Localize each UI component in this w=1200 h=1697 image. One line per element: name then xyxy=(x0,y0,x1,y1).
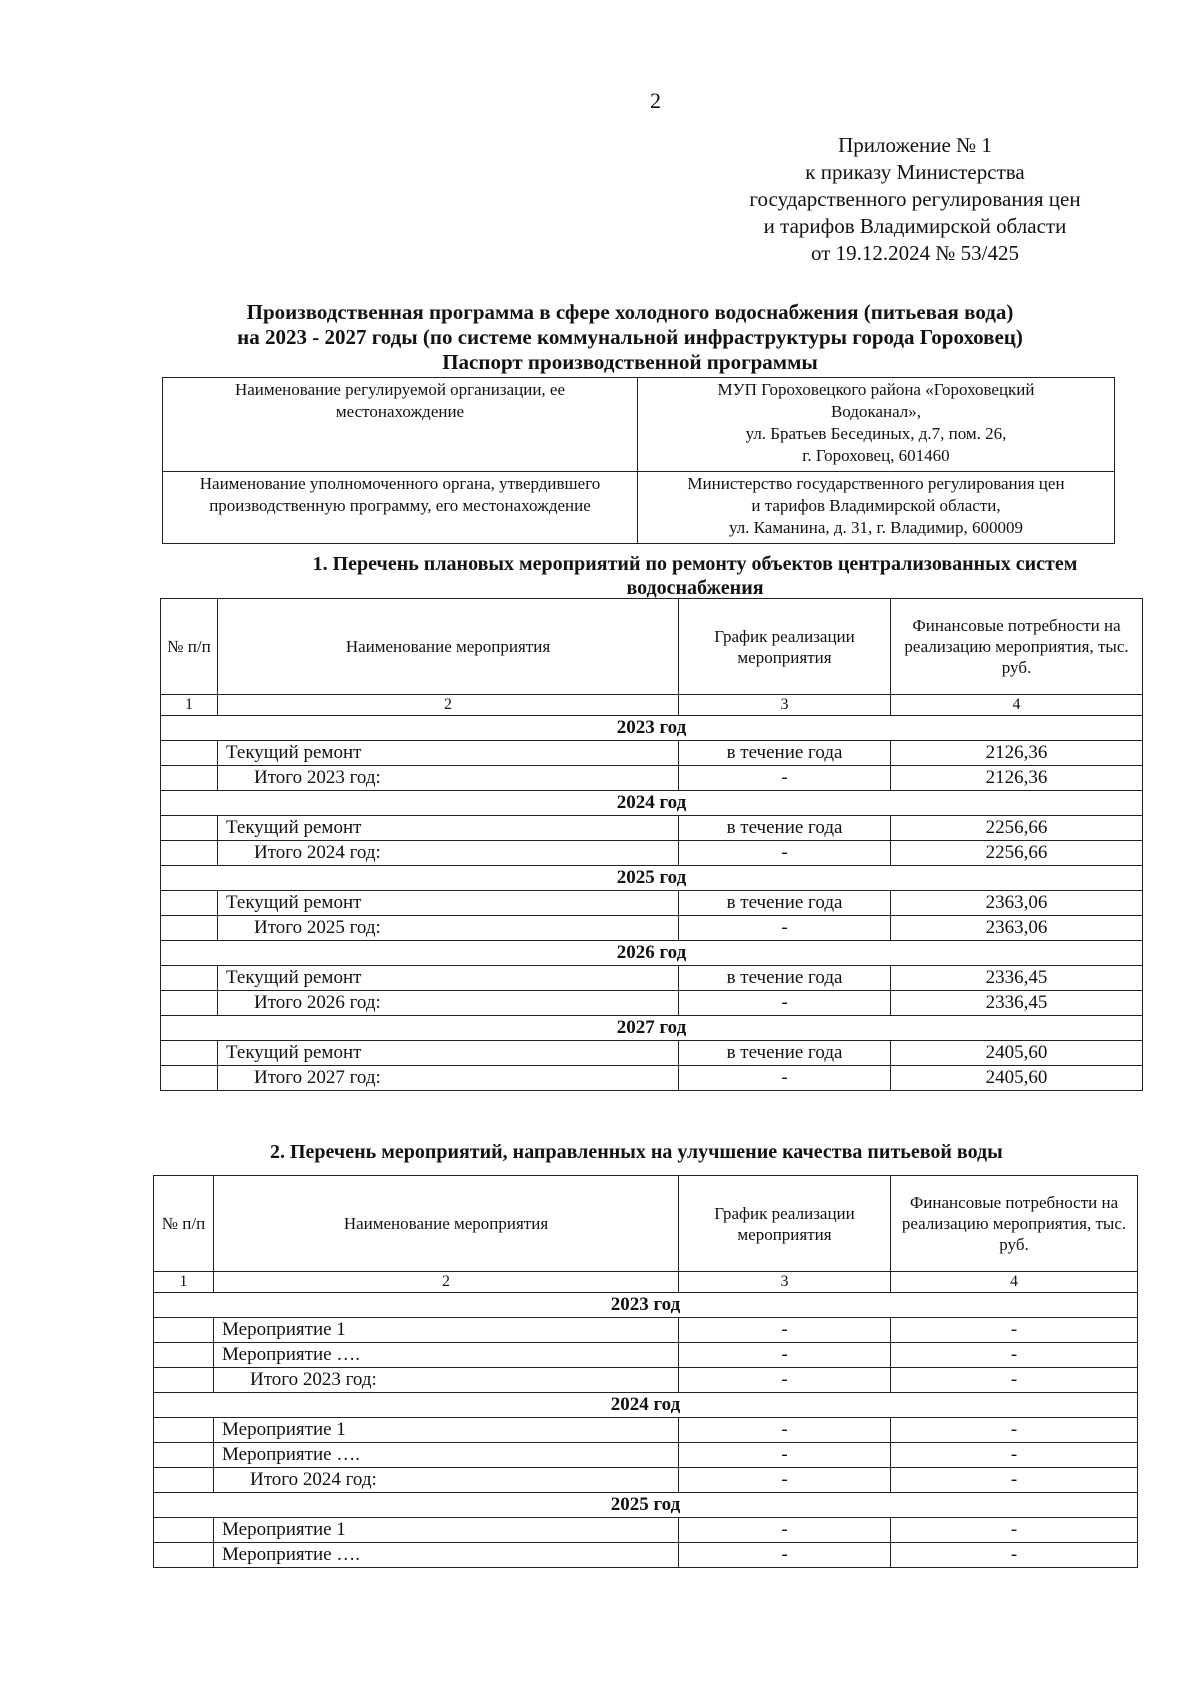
appendix-line: Приложение № 1 xyxy=(838,133,992,157)
row-number-cell xyxy=(154,1543,214,1568)
passport-value-line: ул. Каманина, д. 31, г. Владимир, 600009 xyxy=(728,518,1024,537)
header-cell: Финансовые потребности на реализацию мероприятия, тыс. руб. xyxy=(891,599,1143,695)
event-name-cell: Мероприятие …. xyxy=(214,1543,679,1568)
table-row xyxy=(154,1418,1138,1443)
schedule-cell: в течение года xyxy=(679,1041,891,1066)
year-label: 2025 год xyxy=(154,1493,1138,1518)
table-row xyxy=(154,1518,1138,1543)
amount-cell: 2405,60 xyxy=(891,1066,1143,1091)
row-number-cell xyxy=(161,891,218,916)
section-2-table xyxy=(153,1175,1138,1568)
passport-table xyxy=(162,377,1115,544)
amount-cell: 2256,66 xyxy=(891,816,1143,841)
schedule-cell: - xyxy=(679,1368,891,1393)
passport-value xyxy=(638,472,1115,544)
schedule-cell: - xyxy=(679,1066,891,1091)
event-name-cell: Текущий ремонт xyxy=(218,816,679,841)
event-name-cell: Итого 2023 год: xyxy=(218,766,679,791)
total-row xyxy=(161,766,1143,791)
schedule-cell: в течение года xyxy=(679,891,891,916)
row-number-cell xyxy=(154,1318,214,1343)
column-number: 3 xyxy=(679,1272,891,1293)
total-row xyxy=(161,841,1143,866)
amount-cell: - xyxy=(891,1368,1138,1393)
appendix-line: государственного регулирования цен xyxy=(749,187,1081,211)
amount-cell: - xyxy=(891,1518,1138,1543)
schedule-cell: - xyxy=(679,1468,891,1493)
column-number: 1 xyxy=(154,1272,214,1293)
schedule-cell: - xyxy=(679,1343,891,1368)
event-name-cell: Текущий ремонт xyxy=(218,741,679,766)
table-row xyxy=(161,891,1143,916)
passport-row xyxy=(163,472,1115,544)
row-number-cell xyxy=(154,1418,214,1443)
amount-cell: 2336,45 xyxy=(891,966,1143,991)
schedule-cell: - xyxy=(679,841,891,866)
passport-value xyxy=(638,378,1115,472)
event-name-cell: Итого 2026 год: xyxy=(218,991,679,1016)
year-row xyxy=(161,716,1143,741)
schedule-cell: - xyxy=(679,916,891,941)
column-number: 3 xyxy=(679,695,891,716)
appendix-block xyxy=(700,132,1130,267)
table-row xyxy=(154,1318,1138,1343)
passport-value-line: г. Гороховец, 601460 xyxy=(802,446,950,465)
header-cell: № п/п xyxy=(161,599,218,695)
appendix-line: и тарифов Владимирской области xyxy=(763,214,1067,238)
year-label: 2027 год xyxy=(161,1016,1143,1041)
schedule-cell: в течение года xyxy=(679,966,891,991)
row-number-cell xyxy=(161,841,218,866)
passport-label: Наименование регулируемой организации, ее местонахождение xyxy=(163,378,638,472)
total-row xyxy=(154,1468,1138,1493)
event-name-cell: Итого 2025 год: xyxy=(218,916,679,941)
passport-row xyxy=(163,378,1115,472)
schedule-cell: в течение года xyxy=(679,816,891,841)
column-number-row xyxy=(161,695,1143,716)
schedule-cell: - xyxy=(679,1443,891,1468)
year-label: 2024 год xyxy=(154,1393,1138,1418)
event-name-cell: Итого 2023 год: xyxy=(214,1368,679,1393)
table-row xyxy=(161,1041,1143,1066)
schedule-cell: - xyxy=(679,991,891,1016)
row-number-cell xyxy=(161,1066,218,1091)
table-row xyxy=(161,741,1143,766)
column-number: 2 xyxy=(214,1272,679,1293)
header-cell: График реализации мероприятия xyxy=(679,1176,891,1272)
passport-value-line: МУП Гороховецкого района «Гороховецкий xyxy=(717,380,1035,399)
row-number-cell xyxy=(154,1518,214,1543)
schedule-cell: - xyxy=(679,1518,891,1543)
passport-value-line: ул. Братьев Бесединых, д.7, пом. 26, xyxy=(745,424,1007,443)
table-row xyxy=(161,966,1143,991)
year-row xyxy=(154,1293,1138,1318)
amount-cell: - xyxy=(891,1543,1138,1568)
event-name-cell: Итого 2027 год: xyxy=(218,1066,679,1091)
title-line: на 2023 - 2027 годы (по системе коммунальной инфраструктуры города Гороховец) xyxy=(237,325,1023,349)
header-cell: № п/п xyxy=(154,1176,214,1272)
table-row xyxy=(154,1343,1138,1368)
row-number-cell xyxy=(161,966,218,991)
header-cell: Наименование мероприятия xyxy=(218,599,679,695)
year-label: 2023 год xyxy=(154,1293,1138,1318)
event-name-cell: Мероприятие …. xyxy=(214,1343,679,1368)
passport-title: Паспорт производственной программы xyxy=(442,350,818,374)
row-number-cell xyxy=(154,1443,214,1468)
amount-cell: - xyxy=(891,1468,1138,1493)
section-1-table xyxy=(160,598,1143,1091)
passport-label: Наименование уполномоченного органа, утвердившего производственную программу, его местонахождение xyxy=(163,472,638,544)
appendix-line: от 19.12.2024 № 53/425 xyxy=(810,241,1020,265)
year-label: 2025 год xyxy=(161,866,1143,891)
amount-cell: 2363,06 xyxy=(891,916,1143,941)
amount-cell: 2126,36 xyxy=(891,766,1143,791)
total-row xyxy=(161,916,1143,941)
header-cell: Наименование мероприятия xyxy=(214,1176,679,1272)
document-title xyxy=(150,300,1110,375)
row-number-cell xyxy=(161,1041,218,1066)
passport-value-line: Министерство государственного регулирования цен xyxy=(687,474,1065,493)
row-number-cell xyxy=(154,1368,214,1393)
schedule-cell: - xyxy=(679,1418,891,1443)
row-number-cell xyxy=(154,1468,214,1493)
amount-cell: 2336,45 xyxy=(891,991,1143,1016)
row-number-cell xyxy=(161,916,218,941)
header-cell: График реализации мероприятия xyxy=(679,599,891,695)
section-2-heading: 2. Перечень мероприятий, направленных на улучшение качества питьевой воды xyxy=(270,1141,1003,1163)
title-line: Производственная программа в сфере холодного водоснабжения (питьевая вода) xyxy=(246,300,1014,324)
amount-cell: - xyxy=(891,1418,1138,1443)
schedule-cell: - xyxy=(679,766,891,791)
amount-cell: 2363,06 xyxy=(891,891,1143,916)
total-row xyxy=(161,1066,1143,1091)
amount-cell: - xyxy=(891,1318,1138,1343)
table-row xyxy=(161,816,1143,841)
year-row xyxy=(154,1493,1138,1518)
event-name-cell: Итого 2024 год: xyxy=(214,1468,679,1493)
column-number: 1 xyxy=(161,695,218,716)
header-cell: Финансовые потребности на реализацию мероприятия, тыс. руб. xyxy=(891,1176,1138,1272)
table-row xyxy=(154,1443,1138,1468)
year-label: 2024 год xyxy=(161,791,1143,816)
page-number: 2 xyxy=(650,88,661,113)
table-row xyxy=(154,1543,1138,1568)
event-name-cell: Мероприятие 1 xyxy=(214,1518,679,1543)
table-header-row xyxy=(154,1176,1138,1272)
year-row xyxy=(161,1016,1143,1041)
amount-cell: 2405,60 xyxy=(891,1041,1143,1066)
section-1-heading: 1. Перечень плановых мероприятий по ремонту объектов централизованных систем водоснабжения xyxy=(312,553,1078,599)
year-label: 2026 год xyxy=(161,941,1143,966)
amount-cell: - xyxy=(891,1443,1138,1468)
row-number-cell xyxy=(161,816,218,841)
passport-value-line: и тарифов Владимирской области, xyxy=(751,496,1001,515)
schedule-cell: - xyxy=(679,1318,891,1343)
total-row xyxy=(154,1368,1138,1393)
event-name-cell: Мероприятие 1 xyxy=(214,1418,679,1443)
passport-value-line: Водоканал», xyxy=(830,402,922,421)
year-row xyxy=(154,1393,1138,1418)
column-number: 4 xyxy=(891,695,1143,716)
year-row xyxy=(161,866,1143,891)
total-row xyxy=(161,991,1143,1016)
column-number: 2 xyxy=(218,695,679,716)
event-name-cell: Итого 2024 год: xyxy=(218,841,679,866)
table-header-row xyxy=(161,599,1143,695)
amount-cell: 2256,66 xyxy=(891,841,1143,866)
year-row xyxy=(161,941,1143,966)
event-name-cell: Текущий ремонт xyxy=(218,1041,679,1066)
column-number-row xyxy=(154,1272,1138,1293)
year-label: 2023 год xyxy=(161,716,1143,741)
column-number: 4 xyxy=(891,1272,1138,1293)
amount-cell: - xyxy=(891,1343,1138,1368)
row-number-cell xyxy=(154,1343,214,1368)
event-name-cell: Текущий ремонт xyxy=(218,891,679,916)
event-name-cell: Текущий ремонт xyxy=(218,966,679,991)
year-row xyxy=(161,791,1143,816)
appendix-line: к приказу Министерства xyxy=(805,160,1025,184)
amount-cell: 2126,36 xyxy=(891,741,1143,766)
schedule-cell: - xyxy=(679,1543,891,1568)
schedule-cell: в течение года xyxy=(679,741,891,766)
row-number-cell xyxy=(161,991,218,1016)
event-name-cell: Мероприятие …. xyxy=(214,1443,679,1468)
row-number-cell xyxy=(161,741,218,766)
row-number-cell xyxy=(161,766,218,791)
event-name-cell: Мероприятие 1 xyxy=(214,1318,679,1343)
